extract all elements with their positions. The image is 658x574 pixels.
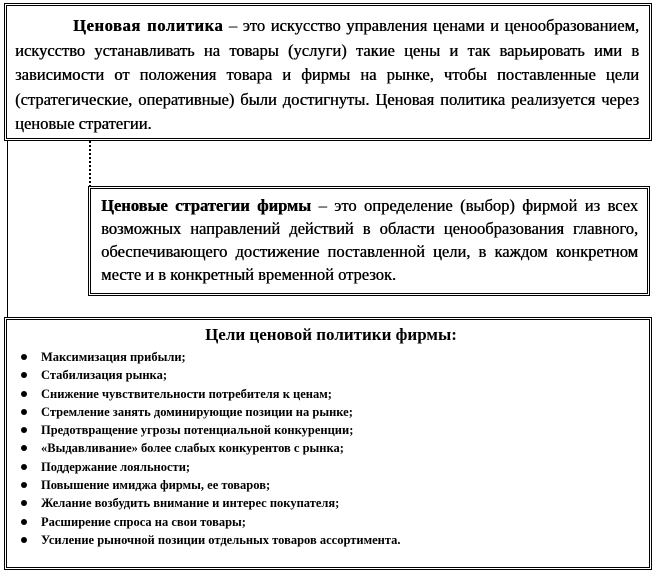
goals-title: Цели ценовой политики фирмы: (205, 325, 457, 344)
goal-item (21, 348, 641, 366)
goal-text: Расширение спроса на свои товары; (41, 514, 246, 529)
pricing-policy-definition-box (4, 3, 652, 141)
bullet-icon (21, 427, 27, 433)
goal-text: Усиление рыночной позиции отдельных товаров ассортимента. (41, 532, 401, 547)
goal-item (21, 513, 641, 531)
pricing-policy-text: – это искусство управления ценами и ценообразованием, искусство устанавливать на товары (услуги) такие цены и так варьировать ими в зависимости от положения товара и фирмы на рынке, чтобы поставленные цели (стратегические, оперативные) были достигнуты. Ценовая политика реализуется через ценовые стратегии. (15, 16, 639, 133)
goal-item (21, 494, 641, 512)
goal-text: Повышение имиджа фирмы, ее товаров; (41, 478, 271, 493)
goal-text: Предотвращение угрозы потенциальной конкуренции; (41, 423, 354, 438)
goal-text: Снижение чувствительности потребителя к ценам; (41, 386, 332, 401)
bullet-icon (21, 391, 27, 397)
goals-list (21, 348, 641, 549)
goal-text: Желание возбудить внимание и интерес покупателя; (41, 496, 340, 511)
goal-text: Стабилизация рынка; (41, 368, 167, 383)
left-connector-line (7, 141, 8, 317)
dotted-connector-line (89, 141, 91, 187)
bullet-icon (21, 372, 27, 378)
bullet-icon (21, 537, 27, 543)
bullet-icon (21, 482, 27, 488)
goal-text: «Выдавливание» более слабых конкурентов с рынка; (41, 441, 344, 456)
goal-text: Стремление занять доминирующие позиции на рынке; (41, 404, 353, 419)
pricing-strategy-term: Ценовые стратегии фирмы (101, 196, 312, 215)
goal-item (21, 403, 641, 421)
pricing-policy-definition (15, 14, 639, 137)
goal-text: Поддержание лояльности; (41, 459, 191, 474)
goal-item (21, 458, 641, 476)
bullet-icon (21, 519, 27, 525)
pricing-policy-term: Ценовая политика (73, 16, 224, 35)
bullet-icon (21, 464, 27, 470)
pricing-strategy-definition (101, 194, 638, 286)
goal-item (21, 366, 641, 384)
goal-text: Максимизация прибыли; (41, 350, 186, 364)
goal-item (21, 476, 641, 494)
bullet-icon (21, 354, 27, 360)
bullet-icon (21, 500, 27, 506)
pricing-strategy-definition-box (88, 186, 650, 296)
pricing-strategy-text: – это определение (выбор) фирмой из всех возможных направлений действий в области ценообразования главного, обеспечивающего достижение поставленной цели, в каждом конкретном месте и в конкретный временной отрезок. (101, 196, 639, 284)
bullet-icon (21, 445, 27, 451)
pricing-goals-box (4, 317, 652, 570)
goal-item (21, 439, 641, 457)
bullet-icon (21, 409, 27, 415)
goal-item (21, 531, 641, 549)
goal-item (21, 385, 641, 403)
goal-item (21, 421, 641, 439)
